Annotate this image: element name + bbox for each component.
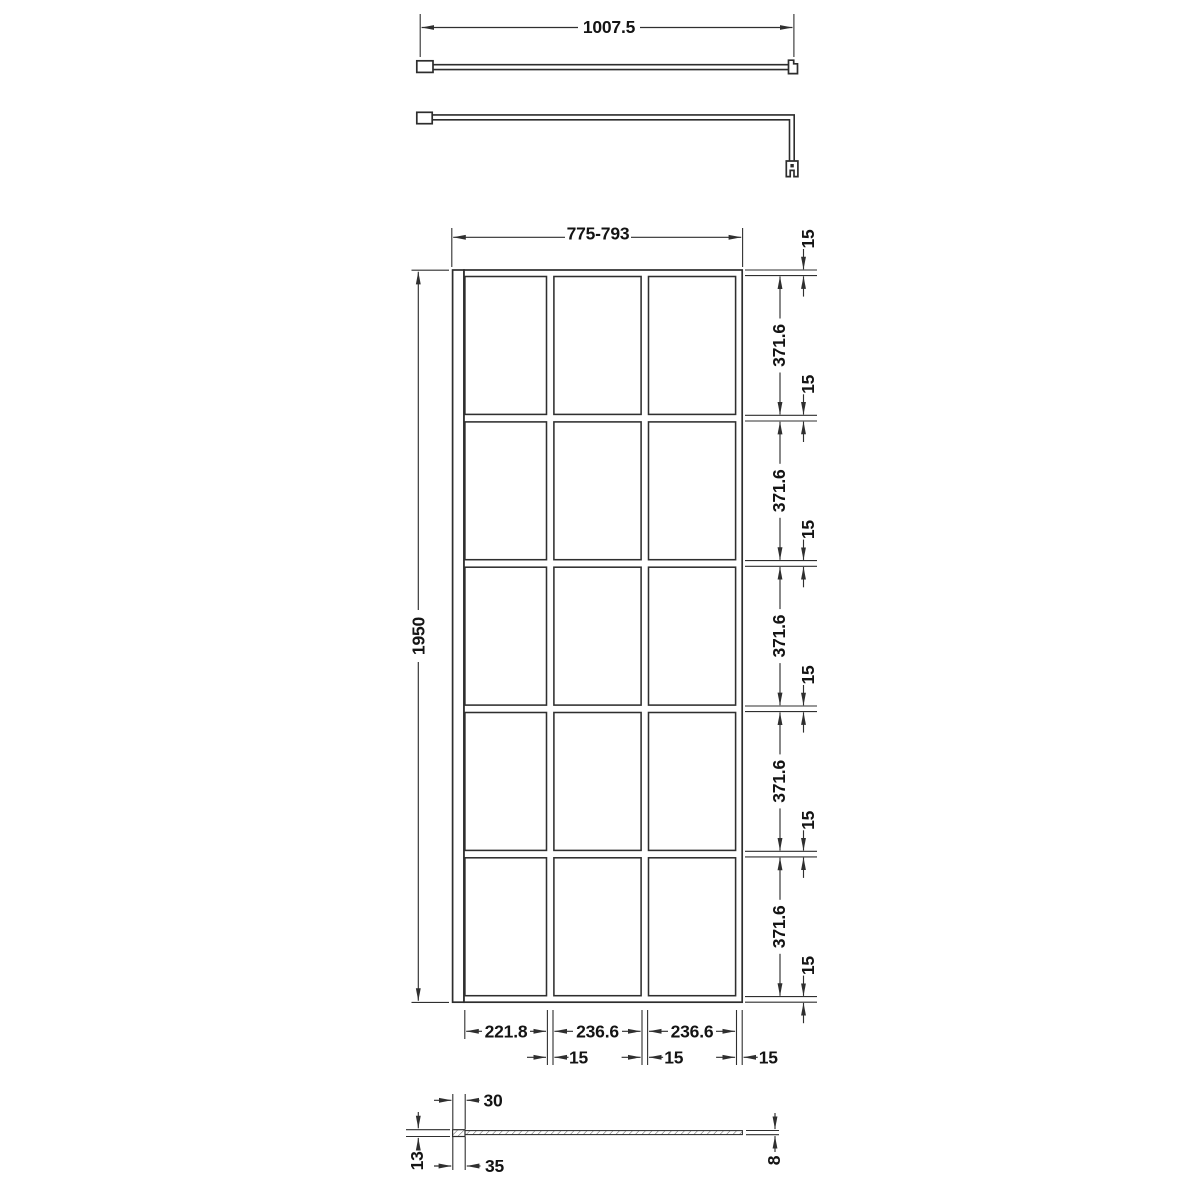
glass-clamp-fork: [786, 161, 798, 177]
dim-wall-profile-width: [434, 1156, 504, 1176]
glass-pane: [465, 858, 547, 996]
wall-channel-profile: [453, 270, 464, 1002]
panel-height-label: 371.6: [768, 469, 789, 513]
rail-width-label: 15: [797, 956, 818, 976]
dim-glass-thickness: [746, 1113, 784, 1165]
rail-width-label: 15: [797, 665, 818, 685]
glass-pane: [554, 567, 641, 705]
dim-panel-rows: [769, 276, 789, 995]
dim-overall-height: [408, 270, 449, 1002]
glass-panes: [465, 277, 736, 996]
dim-overall-width: [452, 224, 743, 268]
support-bar-top-view: [417, 14, 798, 74]
glass-pane: [649, 858, 736, 996]
glass-pane: [465, 277, 547, 415]
dim-support-bar-length: [420, 14, 794, 57]
glass-pane: [649, 713, 736, 851]
glass-pane: [554, 713, 641, 851]
glass-pane: [554, 277, 641, 415]
glass-pane: [554, 858, 641, 996]
glass-pane: [465, 422, 547, 560]
support-bar-length-label: 1007.5: [582, 17, 636, 37]
wall-channel-depth-label: 13: [407, 1151, 427, 1171]
support-bar-side-view: [417, 112, 798, 176]
rail-width-label: 15: [797, 520, 818, 540]
wall-mount-plate: [417, 61, 433, 73]
panel-width-label: 236.6: [670, 1021, 714, 1042]
support-arm-inner-edge: [432, 120, 789, 161]
glass-thickness-label: 8: [764, 1155, 784, 1166]
glass-clamp-end: [789, 60, 798, 73]
rail-width-label: 15: [797, 229, 818, 249]
screen-plan-view: [406, 1090, 784, 1176]
mullion-width-label: 15: [568, 1047, 589, 1068]
panel-height-label: 371.6: [768, 905, 789, 949]
wall-profile-width-label: 35: [484, 1156, 505, 1176]
panel-width-label: 221.8: [484, 1021, 528, 1042]
rail-width-label: 15: [797, 374, 818, 394]
overall-width-label: 775-793: [566, 223, 630, 244]
panel-width-label: 236.6: [576, 1021, 619, 1042]
wall-mount-plate: [417, 112, 432, 123]
dim-wall-channel-depth: [406, 1112, 450, 1170]
glass-pane: [554, 422, 641, 560]
rail-width-label: 15: [797, 810, 818, 830]
support-arm-outer-edge: [432, 115, 794, 161]
glass-pane: [649, 277, 736, 415]
dim-panel-columns: [465, 1010, 778, 1067]
panel-height-label: 371.6: [768, 324, 789, 367]
glass-pane: [649, 567, 736, 705]
panel-height-label: 371.6: [768, 614, 789, 658]
glass-pane: [465, 567, 547, 705]
mullion-width-label: 15: [758, 1047, 778, 1068]
clamp-screw: [790, 164, 793, 167]
wall-channel-width-label: 30: [483, 1090, 503, 1111]
panel-height-label: 371.6: [768, 760, 789, 803]
glass-pane: [649, 422, 736, 560]
screen-front-view: [453, 270, 743, 1002]
glass-pane: [465, 713, 547, 851]
overall-height-label: 1950: [408, 616, 429, 656]
glass-section: [465, 1131, 742, 1135]
wall-channel-section: [453, 1130, 465, 1137]
mullion-width-label: 15: [664, 1047, 684, 1068]
